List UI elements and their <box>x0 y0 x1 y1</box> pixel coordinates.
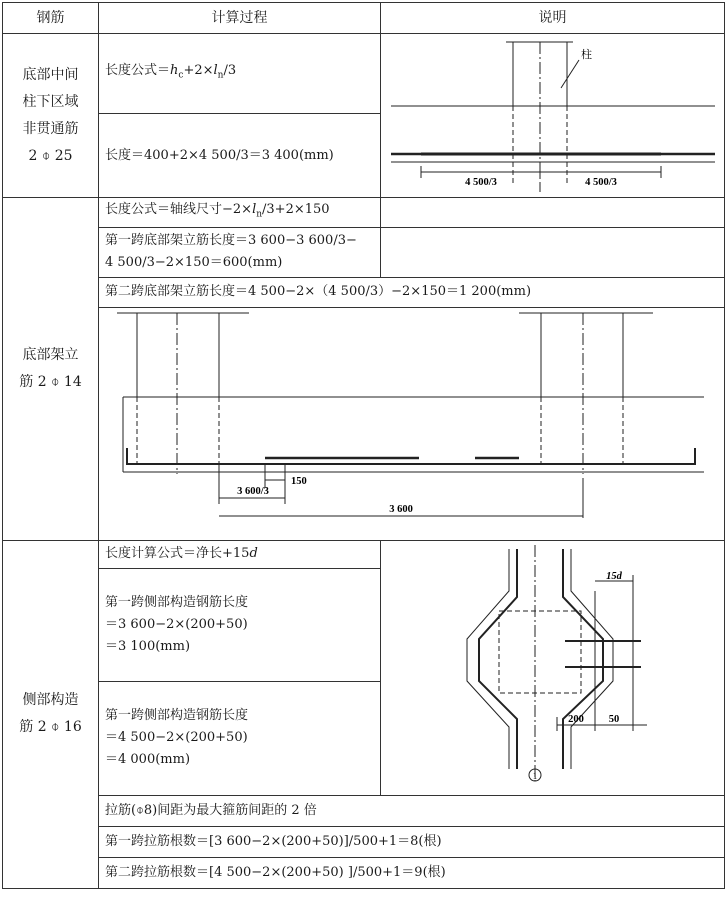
column-label: 柱 <box>581 48 592 61</box>
formula-cell-2: 长度公式＝轴线尺寸$-2\times l_n/3+2\times 150$ <box>99 198 381 228</box>
dim-left: 4 500/3 <box>465 176 497 188</box>
dim-15d: 15d <box>606 570 622 582</box>
tie-count2-cell: 第二跨拉筋根数＝[4 500−2×(200+50) ]/500+1＝9(根) <box>99 857 725 888</box>
span1-length-cell: 第一跨底部架立筋长度＝3 600−3 600/3− 4 500/3−2×150＝600(mm) <box>99 227 381 277</box>
figure-erection-bar <box>99 307 725 540</box>
rebar-bottom-middle: 底部中间 柱下区域 非贯通筋 2 ⌽ 25 <box>3 34 99 198</box>
formula-cell-3: 长度计算公式＝净长+15d <box>99 540 381 568</box>
tie-count1-cell: 第一跨拉筋根数＝[3 600−2×(200+50)]/500+1＝8(根) <box>99 826 725 857</box>
dim-200: 200 <box>568 713 584 725</box>
rebar-side-construction: 侧部构造 筋 2 ⌽ 16 <box>3 540 99 888</box>
span2-side-cell: 第一跨侧部构造钢筋长度 ＝4 500−2×(200+50) ＝4 000(mm) <box>99 682 381 795</box>
dim-right: 4 500/3 <box>585 176 617 188</box>
header-note: 说明 <box>381 3 725 34</box>
rebar-bottom-erection: 底部架立 筋 2 ⌽ 14 <box>3 198 99 541</box>
erection-bar-diagram <box>99 308 725 540</box>
length-cell: 长度＝400+2×4 500/3＝3 400(mm) <box>99 114 381 198</box>
column-rebar-diagram <box>381 36 725 196</box>
dim-50: 50 <box>608 713 620 725</box>
span1-side-cell: 第一跨侧部构造钢筋长度 ＝3 600−2×(200+50) ＝3 100(mm) <box>99 568 381 681</box>
figure-side-bar <box>381 540 725 795</box>
empty-cell <box>381 198 725 228</box>
axis-number: 1 <box>532 770 538 781</box>
empty-cell <box>381 227 725 277</box>
header-rebar: 钢筋 <box>3 3 99 34</box>
side-bar-diagram <box>381 541 725 795</box>
formula-cell: 长度公式$=h_c+2\times l_n/3$ <box>99 34 381 114</box>
rebar-calculation-table <box>2 2 725 889</box>
figure-column-rebar <box>381 34 725 198</box>
header-process: 计算过程 <box>99 3 381 34</box>
dim-span: 3 600 <box>389 503 413 515</box>
span2-length-cell: 第二跨底部架立筋长度＝4 500−2×（4 500/3）−2×150＝1 200(mm) <box>99 277 725 307</box>
dim-third: 3 600/3 <box>237 485 269 497</box>
tie-spacing-cell: 拉筋(⌽8)间距为最大箍筋间距的 2 倍 <box>99 795 725 826</box>
dim-150: 150 <box>291 475 307 487</box>
header-row <box>3 3 725 34</box>
